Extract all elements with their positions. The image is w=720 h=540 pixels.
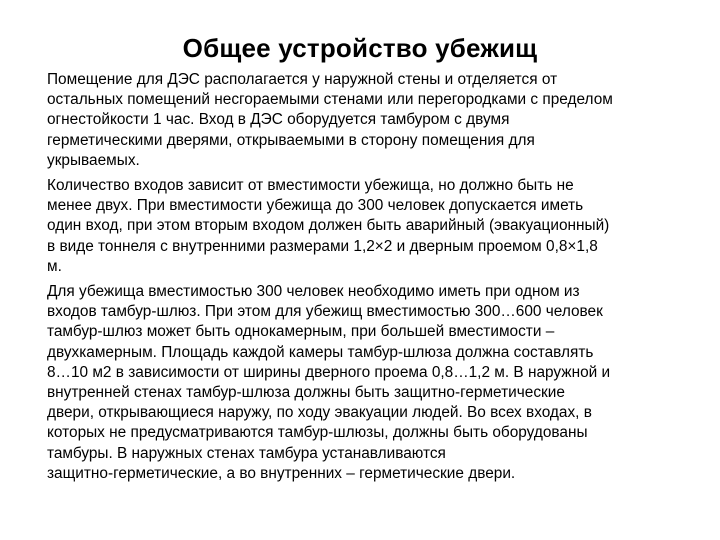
text-line: 8…10 м2 в зависимости от ширины дверного проема 0,8…1,2 м. В наружной и (47, 363, 611, 381)
text-line: герметическими дверями, открываемыми в сторону помещения для (47, 131, 535, 149)
text-line: один вход, при этом вторым входом должен быть аварийный (эвакуационный) (47, 217, 610, 235)
text-line: остальных помещений несгораемыми стенами или перегородками с пределом (47, 91, 613, 109)
text-line: защитно-герметические, а во внутренних – герметические двери. (47, 464, 516, 482)
text-line: входов тамбур-шлюз. При этом для убежищ вместимостью 300…600 человек (47, 303, 603, 321)
text-line: менее двух. При вместимости убежища до 300 человек допускается иметь (47, 197, 584, 215)
paragraph-airlock (47, 282, 707, 484)
text-line: Количество входов зависит от вместимости убежища, но должно быть не (47, 177, 574, 195)
text-line: внутренней стенах тамбур-шлюза должны быть защитно-герметические (47, 384, 565, 402)
text-line: огнестойкости 1 час. Вход в ДЭС оборудуется тамбуром с двумя (47, 111, 510, 129)
text-line: тамбуры. В наружных стенах тамбура устанавливаются (47, 444, 446, 462)
slide-body (47, 70, 707, 489)
text-line: Помещение для ДЭС располагается у наружной стены и отделяется от (47, 71, 558, 88)
text-line: двухкамерным. Площадь каждой камеры тамбур-шлюза должна составлять (47, 343, 594, 361)
text-line: которых не предусматриваются тамбур-шлюзы, должны быть оборудованы (47, 424, 588, 442)
text-line: м. (47, 257, 62, 275)
text-line: укрываемых. (47, 151, 140, 169)
text-line: Для убежища вместимостью 300 человек необходимо иметь при одном из (47, 283, 580, 301)
paragraph-des-room (47, 70, 707, 171)
text-line: в виде тоннеля с внутренними размерами 1,2×2 и дверным проемом 0,8×1,8 (47, 237, 598, 255)
text-line: двери, открывающиеся наружу, по ходу эвакуации людей. Во всех входах, в (47, 404, 592, 422)
text-line: тамбур-шлюз может быть однокамерным, при большей вместимости – (47, 323, 555, 341)
slide-title: Общее устройство убежищ (182, 33, 538, 63)
paragraph-entrances (47, 176, 707, 277)
